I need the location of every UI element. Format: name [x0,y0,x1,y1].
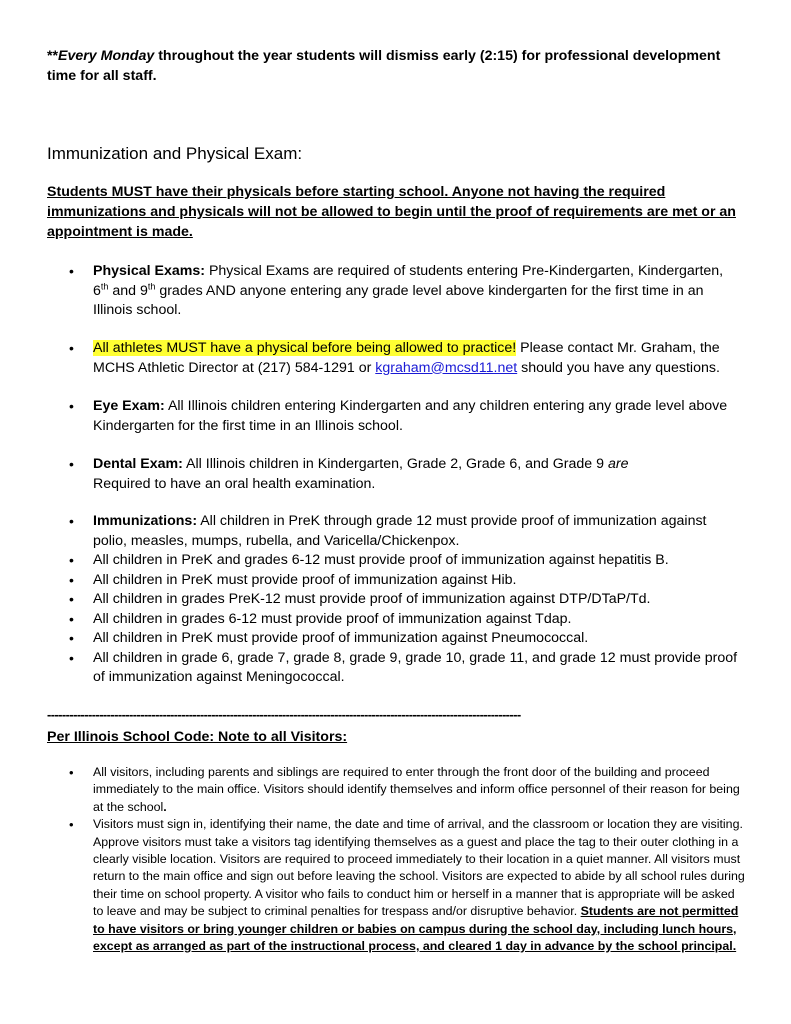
section-divider: ------------------------------------------------------------------------------------------------------------------------------- [47,707,521,722]
immunization-item-text: All children in grades PreK-12 must provide proof of immunization against DTP/DTaP/Td. [93,591,651,607]
bullet-icon: • [69,649,74,666]
bullet-icon: • [69,398,74,414]
list-item [47,610,742,630]
list-item-visitors-sign-in [47,816,747,955]
eye-exam-list [47,397,742,436]
athletes-list [47,339,742,378]
physical-exams-label: Physical Exams: [93,263,205,279]
athletes-highlight: All athletes MUST have a physical before being allowed to practice! [93,340,517,356]
bullet-icon: • [69,817,74,833]
physical-text-2: and 9 [108,282,148,299]
dental-are: are [607,456,629,472]
dental-text-2: Required to have an oral health examination. [93,475,376,492]
immunizations-label: Immunizations: [93,513,198,529]
sup-th-1: th [100,280,109,291]
bullet-icon: • [69,340,74,356]
bullet-icon: • [69,630,74,646]
physical-exams-list [47,262,742,321]
bullet-icon: • [69,552,74,568]
immunizations-text: All children in PreK through grade 12 must provide proof of immunization against polio, measles, mumps, rubella, and Varicella/Chickenpox. [93,513,707,549]
bullet-icon: • [69,765,74,780]
athletes-text-1: Please contact Mr. Graham, the MCHS Athletic Director at (217) 584-1291 or [93,340,720,376]
athletes-text-2: should you have any questions. [517,359,720,376]
physicals-warning: Students MUST have their physicals before starting school. Anyone not having the required immunizations and physicals will not be allowed to begin until the proof of requirements are met or an appointment is made. [47,184,736,240]
early-dismissal-notice [47,46,747,86]
dental-exam-label: Dental Exam: [93,456,183,472]
sup-th-2: th [147,280,156,291]
immunizations-list [47,512,742,688]
list-item [47,629,742,649]
list-item-athletes [47,339,742,378]
visitors-text-1-end: . [163,799,167,814]
notice-text: throughout the year students will dismiss early (2:15) for professional development time for all staff. [47,48,721,84]
section-title: Immunization and Physical Exam: [47,144,303,163]
dental-text-1: All Illinois children in Kindergarten, Grade 2, Grade 6, and Grade 9 [182,456,608,472]
notice-prefix: ** [47,48,59,64]
list-item [47,571,742,591]
bullet-icon: • [69,610,74,627]
immunization-item-text: All children in PreK must provide proof of immunization against Pneumococcal. [93,630,589,646]
immunization-item-text: All children in grade 6, grade 7, grade 8, grade 9, grade 10, grade 11, and grade 12 must provide proof of immunization against Meningococcal. [93,649,738,685]
physical-text-3: grades AND anyone entering any grade level above kindergarten for the first time in an Illinois school. [93,282,704,318]
list-item [47,551,742,571]
immunization-item-text: All children in grades 6-12 must provide proof of immunization against Tdap. [93,610,572,627]
list-item [47,649,742,688]
list-item [47,590,742,610]
physical-text-1: Physical Exams are required of students entering Pre-Kindergarten, Kindergarten, 6 [93,263,724,299]
bullet-icon: • [69,571,74,588]
bullet-icon: • [69,513,74,529]
immunization-item-text: All children in PreK and grades 6-12 must provide proof of immunization against hepatitis B. [93,552,669,568]
list-item-eye-exam [47,397,742,436]
list-item-dental-exam [47,455,742,494]
visitors-list [47,764,747,955]
bullet-icon: • [69,456,74,472]
list-item-physical-exams [47,262,742,321]
visitors-heading: Per Illinois School Code: Note to all Visitors: [47,729,348,745]
bullet-icon: • [69,591,74,607]
eye-exam-text: All Illinois children entering Kindergarten and any children entering any grade level above Kindergarten for the first time in an Illinois school. [93,398,728,434]
visitors-text-1: All visitors, including parents and siblings are required to enter through the front door of the building and proceed immediately to the main office. Visitors should identify themselves and inform office personnel of their reason for being at the school [93,765,740,814]
visitors-text-2: Visitors must sign in, identifying their name, the date and time of arrival, and the classroom or location they are visiting. Approve visitors must take a visitors tag identifying themselves as a guest and place the tag to their outer clothing in a clearly visible location. Visitors are required to proceed immediately to their location in a quiet manner. All visitors must return to the main office and sign out before leaving the school. Visitors are expected to abide by all school rules during their time on school property. A visitor who fails to conduct him or herself in a manner that is appropriate will be asked to leave and may be subject to criminal penalties for trespass and/or disruptive behavior. [93,817,745,919]
visitors-restriction: Students are not permitted to have visitors or bring younger children or babies on campus during the school day, including lunch hours, except as arranged as part of the instructional process, and cleared 1 day in advance by the school principal. [93,904,739,954]
athletic-director-email-link[interactable]: kgraham@mcsd11.net [375,359,518,376]
bullet-icon: • [69,263,74,279]
dental-exam-list [47,455,742,494]
list-item-visitors-entry [47,764,747,816]
immunization-item-text: All children in PreK must provide proof of immunization against Hib. [93,571,517,588]
eye-exam-label: Eye Exam: [93,398,165,414]
list-item-immunizations [47,512,742,551]
notice-every-monday: Every Monday [58,48,155,64]
